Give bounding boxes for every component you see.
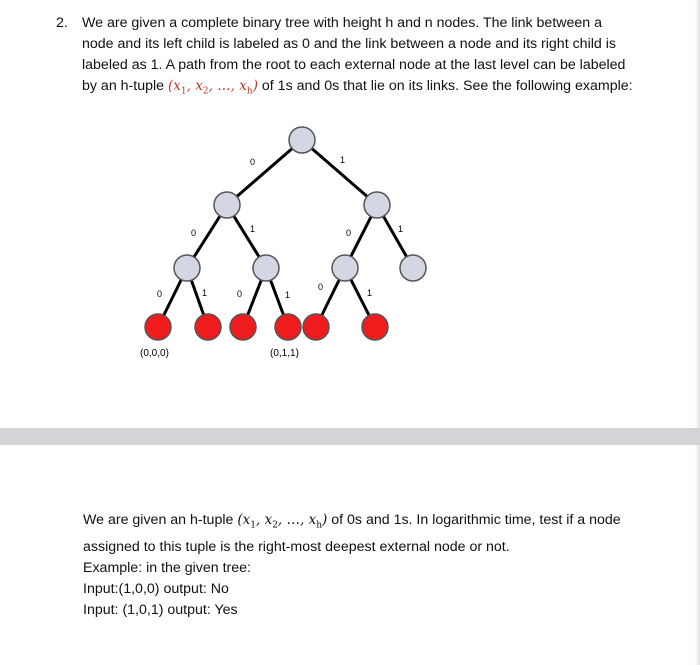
label-ll-right: 1 — [202, 288, 208, 298]
leaf-label-000: (0,0,0) — [140, 348, 169, 359]
label-root-left: 0 — [250, 157, 256, 167]
problem-text — [82, 13, 656, 103]
label-l-left: 0 — [191, 228, 197, 238]
question-line-2: assigned to this tuple is the right-most deepest external node or not. — [83, 538, 510, 555]
problem-line-4-end: of 1s and 0s that lie on its links. See the following example: — [257, 78, 633, 94]
problem-line-4 — [82, 76, 656, 103]
example-input-1: Input:(1,0,0) output: No — [83, 580, 229, 597]
question-line-1: We are given an h-tuple ($x_1$, $x_2$, …, $x_h$) of 0s and 1s. In logarithmic time, test if a node — [83, 512, 621, 531]
label-l-right: 1 — [250, 224, 256, 234]
leaf-6 — [362, 314, 388, 340]
problem-statement — [56, 13, 656, 103]
leaf-label-011: (0,1,1) — [270, 348, 299, 359]
node-rl — [332, 255, 358, 281]
problem-line-3: labeled as 1. A path from the root to each external node at the last level can be labeled — [82, 57, 626, 73]
edge-root-left — [227, 140, 302, 205]
label-lr-left: 0 — [237, 289, 243, 299]
label-rl-left: 0 — [318, 282, 324, 292]
problem-number: 2. — [56, 15, 68, 31]
leaf-1 — [145, 314, 171, 340]
leaf-3 — [230, 314, 256, 340]
problem-line-1: We are given a complete binary tree with height h and n nodes. The link between a — [82, 15, 603, 31]
node-ll — [174, 255, 200, 281]
question-block — [83, 510, 663, 621]
node-rr — [400, 255, 426, 281]
tuple-formula: ($x_1$, $x_2$, …, $x_h$) — [167, 78, 258, 97]
edge-root-right — [302, 140, 377, 205]
label-lr-right: 1 — [285, 290, 291, 300]
leaf-labels — [140, 348, 299, 359]
node-lr — [253, 255, 279, 281]
label-ll-left: 0 — [157, 289, 163, 299]
tree-nodes — [145, 127, 426, 340]
binary-tree-diagram — [0, 110, 700, 370]
label-r-right: 1 — [398, 224, 404, 234]
question-line-3: Example: in the given tree: — [83, 559, 251, 576]
question-tuple-formula: ($x_1$, $x_2$, …, $x_h$) — [237, 512, 328, 531]
leaf-4 — [275, 314, 301, 340]
node-root — [289, 127, 315, 153]
node-l — [214, 192, 240, 218]
problem-line-2: node and its left child is labeled as 0 and the link between a node and its right child is — [82, 36, 616, 52]
label-rl-right: 1 — [367, 288, 373, 298]
section-divider — [0, 428, 700, 445]
node-r — [364, 192, 390, 218]
example-input-2: Input: (1,0,1) output: Yes — [83, 601, 238, 618]
problem-line-4-start: by an h-tuple — [82, 78, 168, 94]
label-root-right: 1 — [340, 155, 346, 165]
leaf-2 — [195, 314, 221, 340]
leaf-5 — [303, 314, 329, 340]
label-r-left: 0 — [346, 228, 352, 238]
